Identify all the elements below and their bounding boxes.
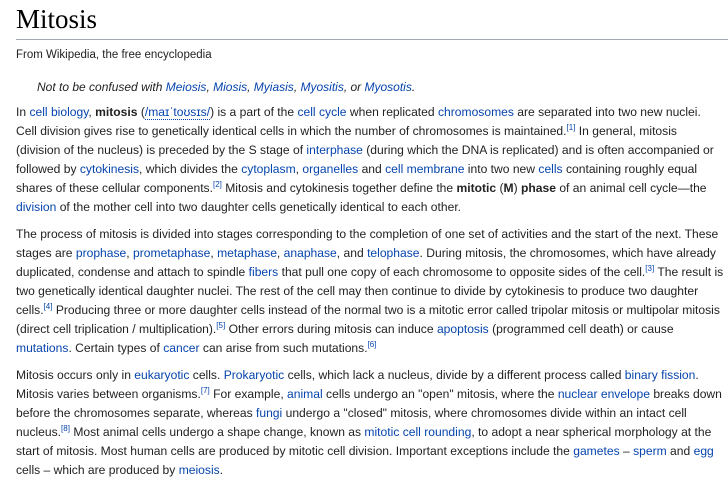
text: For example, [209, 387, 288, 401]
link-cell-cycle[interactable]: cell cycle [297, 105, 347, 119]
text: are separated into two new nuclei. Cell division gives rise to genetically identical cells in which the number of chromosomes is maintained. [16, 105, 701, 138]
text: cells. [189, 368, 224, 382]
link-cell-membrane[interactable]: cell membrane [385, 162, 465, 176]
article-body [16, 103, 724, 488]
bold-term-mitosis: mitosis [95, 105, 138, 119]
text: In [16, 105, 30, 119]
text: . Mitosis varies between organisms. [16, 368, 699, 401]
reference-4[interactable]: [4] [43, 301, 53, 311]
hatnote-link-myiasis[interactable]: Myiasis [253, 80, 294, 94]
paragraph-1 [16, 103, 724, 217]
link-interphase[interactable]: interphase [306, 143, 363, 157]
link-prometaphase[interactable]: prometaphase [133, 246, 211, 260]
text: The process of mitosis is divided into stages corresponding to the completion of one set of activities and the start of the next. These stages are [16, 227, 719, 260]
text: , [295, 162, 303, 176]
separator: , [247, 80, 254, 94]
text: of the mother cell into two daughter cells genetically identical to each other. [56, 200, 462, 214]
text: , [210, 246, 218, 260]
period: . [411, 80, 416, 94]
paragraph-3 [16, 366, 724, 480]
link-cytokinesis[interactable]: cytokinesis [79, 162, 140, 176]
text: , [88, 105, 96, 119]
link-anaphase[interactable]: anaphase [283, 246, 337, 260]
link-cells[interactable]: cells [538, 162, 563, 176]
hatnote-link-myositis[interactable]: Myositis [300, 80, 344, 94]
reference-5[interactable]: [5] [216, 320, 226, 330]
reference-6[interactable]: [6] [367, 339, 377, 349]
hatnote-prefix: Not to be confused with [37, 80, 166, 94]
link-pronunciation[interactable]: /maɪˈtoʊsɪs/ [144, 105, 211, 119]
link-metaphase[interactable]: metaphase [217, 246, 277, 260]
text: , and [336, 246, 368, 260]
bold-term-mitotic: mitotic [456, 181, 497, 195]
link-eukaryotic[interactable]: eukaryotic [134, 368, 190, 382]
text: cells undergo an "open" mitosis, where the [322, 387, 558, 401]
text: can arise from such mutations. [199, 341, 368, 355]
bold-term-phase: phase [521, 181, 556, 195]
reference-3[interactable]: [3] [645, 263, 655, 273]
text: cells, which lack a nucleus, divide by a different process called [284, 368, 625, 382]
text: Other errors during mitosis can induce [225, 322, 437, 336]
text: The result is two genetically identical daughter nuclei. The rest of the cell may then continue to divide by cytokinesis to produce two daughter cells. [16, 265, 724, 317]
link-cytoplasm[interactable]: cytoplasm [241, 162, 296, 176]
text: . During mitosis, the chromosomes, which have already duplicated, condense and attach to spindle [16, 246, 716, 279]
text: In general, mitosis (division of the nucleus) is preceded by the S stage of [16, 124, 677, 157]
link-fungi[interactable]: fungi [256, 406, 283, 420]
text: – [619, 444, 634, 458]
bold-term-m: M [503, 181, 514, 195]
text: . Certain types of [68, 341, 164, 355]
link-egg[interactable]: egg [693, 444, 714, 458]
page-title: Mitosis [16, 4, 98, 34]
text: ) is a part of the [210, 105, 298, 119]
text: , [126, 246, 134, 260]
link-chromosomes[interactable]: chromosomes [437, 105, 514, 119]
link-telophase[interactable]: telophase [367, 246, 420, 260]
text: when replicated [346, 105, 438, 119]
link-mitotic-cell-rounding[interactable]: mitotic cell rounding [364, 425, 472, 439]
hatnote-link-miosis[interactable]: Miosis [213, 80, 248, 94]
hatnote-link-myosotis[interactable]: Myosotis [364, 80, 412, 94]
separator: , or [343, 80, 365, 94]
link-organelles[interactable]: organelles [302, 162, 359, 176]
link-sperm[interactable]: sperm [633, 444, 667, 458]
text: ( [496, 181, 504, 195]
text: , [276, 246, 284, 260]
link-binary-fission[interactable]: binary fission [624, 368, 696, 382]
text: cells – which are produced by [16, 463, 179, 477]
link-animal[interactable]: animal [287, 387, 323, 401]
link-apoptosis[interactable]: apoptosis [436, 322, 489, 336]
hatnote-link-meiosis[interactable]: Meiosis [165, 80, 207, 94]
link-division[interactable]: division [16, 200, 57, 214]
link-cancer[interactable]: cancer [163, 341, 200, 355]
text: and [666, 444, 694, 458]
link-mutations[interactable]: mutations [16, 341, 69, 355]
text: Mitosis and cytokinesis together define the [221, 181, 457, 195]
text: into two new [464, 162, 539, 176]
link-meiosis[interactable]: meiosis [178, 463, 220, 477]
reference-2[interactable]: [2] [212, 179, 222, 189]
text: ) [513, 181, 522, 195]
text: , which divides the [139, 162, 242, 176]
link-gametes[interactable]: gametes [573, 444, 620, 458]
text: and [358, 162, 386, 176]
separator: , [293, 80, 301, 94]
site-tagline: From Wikipedia, the free encyclopedia [16, 49, 212, 61]
text: breaks down before the chromosomes separate, whereas [16, 387, 722, 420]
link-cell-biology[interactable]: cell biology [29, 105, 89, 119]
text: of an animal cell cycle—the [555, 181, 707, 195]
link-fibers[interactable]: fibers [248, 265, 279, 279]
title-divider [16, 39, 728, 40]
link-prokaryotic[interactable]: Prokaryotic [223, 368, 285, 382]
text: , to adopt a near spherical morphology at the start of mitosis. Most human cells are produced by mitotic cell division. Important exceptions include the [16, 425, 712, 458]
link-nuclear-envelope[interactable]: nuclear envelope [557, 387, 650, 401]
reference-7[interactable]: [7] [200, 385, 210, 395]
paragraph-2 [16, 225, 724, 358]
separator: , [206, 80, 214, 94]
text: Mitosis occurs only in [16, 368, 135, 382]
text: Most animal cells undergo a shape change, known as [69, 425, 365, 439]
text: ( [137, 105, 145, 119]
text: that pull one copy of each chromosome to opposite sides of the cell. [278, 265, 646, 279]
text: containing roughly equal shares of these cellular components. [16, 162, 698, 195]
text: Producing three or more daughter cells instead of the normal two is a mitotic error called tripolar mitosis or multipolar mitosis (direct cell triplication / multiplication). [16, 303, 720, 336]
text: (programmed cell death) or cause [488, 322, 674, 336]
link-prophase[interactable]: prophase [75, 246, 127, 260]
text: undergo a "closed" mitosis, where chromosomes divide within an intact cell nucleus. [16, 406, 687, 439]
reference-8[interactable]: [8] [61, 423, 70, 433]
text: (during which the DNA is replicated) and is often accompanied or followed by [16, 143, 714, 176]
reference-1[interactable]: [1] [566, 122, 576, 132]
text: . [219, 463, 224, 477]
hatnote [37, 79, 415, 95]
